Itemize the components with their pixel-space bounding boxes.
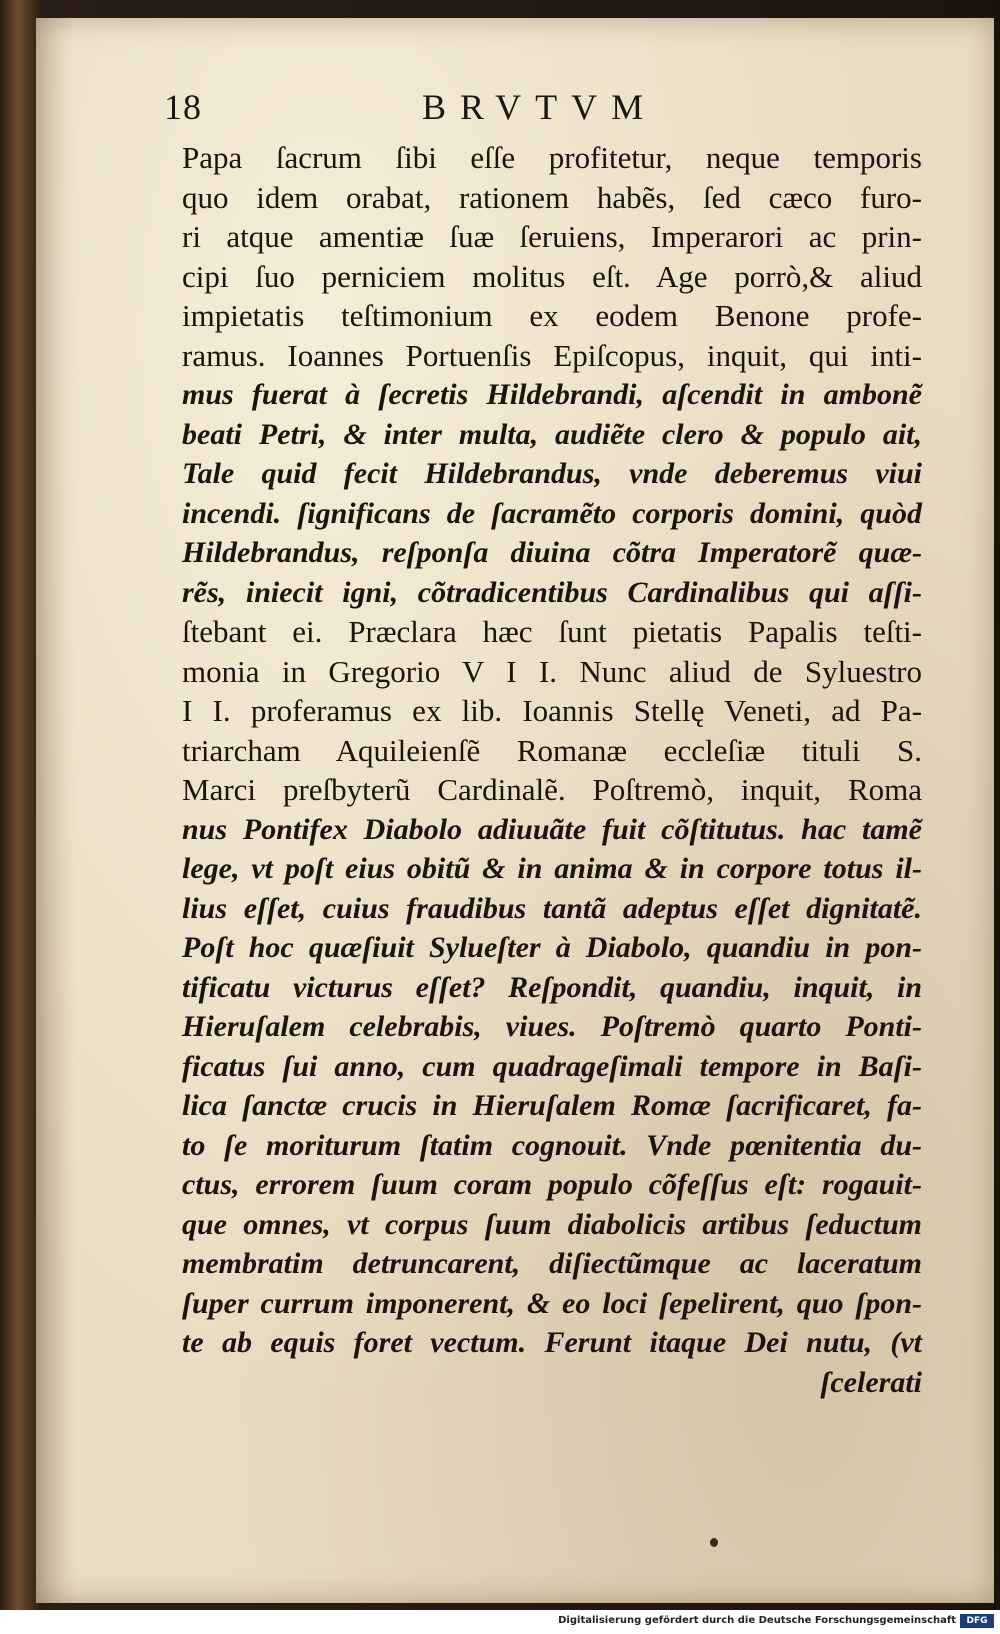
- dfg-logo: DFG: [960, 1614, 994, 1628]
- text-line: lius eſſet, cuius fraudibus tantã adeptus eſſet dignitatẽ.: [182, 891, 922, 925]
- text-line: Poſt hoc quæſiuit Sylueſter à Diabolo, quandiu in pon-: [182, 931, 922, 964]
- text-line: ramus. Ioannes Portuenſis Epiſcopus, inquit, qui inti-: [182, 337, 922, 373]
- footer-credit: Digitalisierung gefördert durch die Deutsche Forschungsgemeinschaft: [558, 1615, 956, 1626]
- text-line: cipi ſuo perniciem molitus eſt. Age porrò,& aliud: [182, 258, 922, 294]
- text-line: que omnes, vt corpus ſuum diabolicis artibus ſeductum: [182, 1207, 922, 1241]
- text-line: lica ſanctæ crucis in Hieruſalem Romæ ſacrificaret, fa-: [182, 1089, 922, 1122]
- text-line: te ab equis foret vectum. Ferunt itaque Dei nutu, (vt: [182, 1326, 922, 1359]
- text-line: quo idem orabat, rationem habẽs, ſed cæco furo-: [182, 179, 922, 215]
- text-line: tificatu victurus eſſet? Reſpondit, quandiu, inquit, in: [182, 970, 922, 1004]
- page-number: 18: [164, 87, 202, 127]
- text-line: ctus, errorem ſuum coram populo cõfeſſus eſt: rogauit-: [182, 1168, 922, 1201]
- ink-spot: [710, 1538, 718, 1547]
- running-head: BRVTVM: [422, 87, 658, 127]
- text-line: monia in Gregorio V I I. Nunc aliud de Syluestro: [182, 653, 922, 689]
- text-line: to ſe moriturum ſtatim cognouit. Vnde pœnitentia du-: [182, 1128, 922, 1162]
- text-line: I I. proferamus ex lib. Ioannis Stellę Veneti, ad Pa-: [182, 693, 922, 728]
- text-line: nus Pontifex Diabolo adiuuãte fuit cõſtitutus. hac tamẽ: [182, 812, 922, 846]
- text-line: Papa ſacrum ſibi eſſe profitetur, neque temporis: [182, 140, 922, 175]
- text-line: ſtebant ei. Præclara hæc ſunt pietatis Papalis teſti-: [182, 614, 922, 649]
- book-spine: [0, 0, 36, 1610]
- text-line: beati Petri, & inter multa, audiẽte clero & populo ait,: [182, 417, 922, 451]
- text-line: lege, vt poſt eius obitũ & in anima & in corpore totus il-: [182, 852, 922, 885]
- text-line: mus fuerat à ſecretis Hildebrandi, aſcendit in ambonẽ: [182, 378, 922, 411]
- text-line: Hildebrandus, reſponſa diuina cõtra Imperatorẽ quæ-: [182, 536, 922, 569]
- text-line: triarcham Aquileienſẽ Romanæ eccleſiæ tituli S.: [182, 732, 922, 768]
- text-line: impietatis teſtimonium ex eodem Benone profe-: [182, 298, 922, 333]
- catchword: ſcelerati: [820, 1365, 922, 1399]
- text-line: ſuper currum imponerent, & eo loci ſepelirent, quo ſpon-: [182, 1286, 922, 1320]
- text-line: Hieruſalem celebrabis, viues. Poſtremò quarto Ponti-: [182, 1010, 922, 1043]
- text-line: Marci preſbyterũ Cardinalẽ. Poſtremò, inquit, Roma: [182, 772, 922, 807]
- page-header: [152, 86, 912, 136]
- body-text: [182, 138, 922, 1402]
- text-line: incendi. ſignificans de ſacramẽto corporis domini, quòd: [182, 496, 922, 530]
- text-line: Tale quid fecit Hildebrandus, vnde deberemus viui: [182, 457, 922, 490]
- text-line: ri atque amentiæ ſuæ ſeruiens, Imperarori ac prin-: [182, 219, 922, 254]
- text-line: rẽs, iniecit igni, cõtradicentibus Cardinalibus qui aſſi-: [182, 575, 922, 609]
- text-line: membratim detruncarent, diſiectũmque ac laceratum: [182, 1247, 922, 1280]
- digitization-footer: [0, 1610, 1000, 1634]
- text-line: ficatus ſui anno, cum quadrageſimali tempore in Baſi-: [182, 1049, 922, 1083]
